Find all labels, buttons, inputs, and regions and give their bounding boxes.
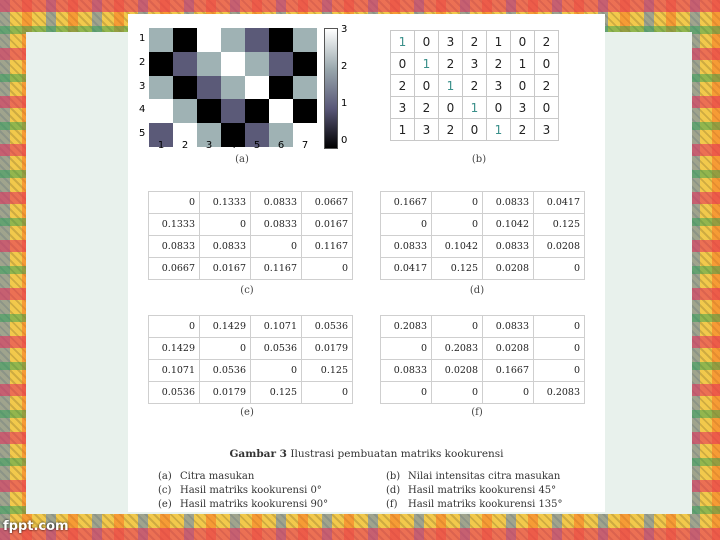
heatmap-cell bbox=[245, 99, 269, 123]
table-row bbox=[149, 338, 353, 360]
table-row bbox=[381, 258, 585, 280]
matrix-cell: 0.0833 bbox=[251, 214, 302, 236]
table-row bbox=[149, 236, 353, 258]
heatmap-row-label: 3 bbox=[139, 80, 146, 92]
legend-text: Nilai intensitas citra masukan bbox=[408, 471, 561, 482]
matrix-cell: 0.0208 bbox=[483, 258, 534, 280]
matrix-cell: 0 bbox=[534, 360, 585, 382]
heatmap-cell bbox=[293, 28, 317, 52]
heatmap-col-label: 7 bbox=[301, 140, 309, 151]
matrix-cell: 0 bbox=[439, 97, 463, 119]
matrix-135-deg bbox=[380, 315, 585, 404]
matrix-cell: 0 bbox=[463, 119, 487, 141]
matrix-45-deg bbox=[380, 191, 585, 280]
table-row bbox=[391, 75, 559, 97]
heatmap-cell bbox=[149, 76, 173, 100]
matrix-cell: 0 bbox=[149, 192, 200, 214]
matrix-cell: 2 bbox=[535, 75, 559, 97]
matrix-cell: 2 bbox=[415, 97, 439, 119]
matrix-cell: 0 bbox=[535, 53, 559, 75]
table-row bbox=[391, 31, 559, 53]
heatmap-cell bbox=[221, 99, 245, 123]
matrix-cell: 3 bbox=[511, 97, 535, 119]
matrix-cell: 0.0833 bbox=[251, 192, 302, 214]
heatmap-row-label: 2 bbox=[139, 56, 146, 68]
matrix-cell: 0.1042 bbox=[483, 214, 534, 236]
heatmap-cell bbox=[269, 28, 293, 52]
image-heatmap bbox=[149, 28, 317, 147]
heatmap-cell bbox=[173, 99, 197, 123]
legend-text: Citra masukan bbox=[180, 471, 255, 482]
heatmap-cell bbox=[269, 99, 293, 123]
matrix-cell: 0.0536 bbox=[251, 338, 302, 360]
matrix-cell: 0.125 bbox=[432, 258, 483, 280]
colorbar-tick: 0 bbox=[341, 135, 348, 146]
heatmap-cell bbox=[293, 76, 317, 100]
matrix-cell: 0.0833 bbox=[381, 360, 432, 382]
legend-text: Hasil matriks kookurensi 45° bbox=[408, 485, 557, 496]
matrix-cell: 0.1429 bbox=[149, 338, 200, 360]
matrix-cell: 3 bbox=[535, 119, 559, 141]
table-row bbox=[391, 53, 559, 75]
heatmap-cell bbox=[197, 76, 221, 100]
legend-text: Hasil matriks kookurensi 0° bbox=[180, 485, 322, 496]
matrix-cell: 0.1667 bbox=[483, 360, 534, 382]
matrix-cell: 0 bbox=[432, 214, 483, 236]
matrix-cell: 1 bbox=[439, 75, 463, 97]
matrix-cell: 0.2083 bbox=[432, 338, 483, 360]
matrix-cell: 0.125 bbox=[302, 360, 353, 382]
legend-text: Hasil matriks kookurensi 90° bbox=[180, 499, 329, 510]
table-row bbox=[381, 192, 585, 214]
legend-item bbox=[158, 499, 328, 510]
table-row bbox=[381, 338, 585, 360]
matrix-cell: 0 bbox=[415, 75, 439, 97]
heatmap-col-label: 2 bbox=[181, 140, 189, 151]
matrix-cell: 0.0833 bbox=[200, 236, 251, 258]
legend-code: (f) bbox=[386, 499, 398, 510]
figure-caption bbox=[128, 448, 605, 460]
matrix-cell: 0 bbox=[200, 338, 251, 360]
heatmap-row-label: 4 bbox=[139, 104, 146, 116]
matrix-cell: 0.0536 bbox=[149, 382, 200, 404]
heatmap-cell bbox=[197, 52, 221, 76]
matrix-cell: 0 bbox=[381, 338, 432, 360]
matrix-cell: 0.1167 bbox=[251, 258, 302, 280]
caption-a: (a) bbox=[235, 154, 249, 165]
table-row bbox=[149, 258, 353, 280]
matrix-cell: 2 bbox=[535, 31, 559, 53]
table-row bbox=[391, 97, 559, 119]
matrix-cell: 0 bbox=[534, 338, 585, 360]
matrix-0-deg bbox=[148, 191, 353, 280]
heatmap-cell bbox=[197, 99, 221, 123]
table-row bbox=[149, 382, 353, 404]
legend-code: (e) bbox=[158, 499, 172, 510]
heatmap-cell bbox=[293, 52, 317, 76]
matrix-cell: 0 bbox=[432, 192, 483, 214]
matrix-cell: 0.0833 bbox=[483, 236, 534, 258]
matrix-cell: 0.1071 bbox=[251, 316, 302, 338]
watermark-logo: fppt.com bbox=[3, 519, 69, 534]
matrix-cell: 0.0667 bbox=[302, 192, 353, 214]
matrix-cell: 1 bbox=[487, 31, 511, 53]
table-row bbox=[391, 119, 559, 141]
legend-code: (b) bbox=[386, 471, 401, 482]
matrix-cell: 0 bbox=[535, 97, 559, 119]
heatmap-cell bbox=[245, 52, 269, 76]
heatmap-cell bbox=[197, 28, 221, 52]
matrix-cell: 0.0417 bbox=[534, 192, 585, 214]
heatmap-col-label: 5 bbox=[253, 140, 261, 151]
heatmap-cell bbox=[245, 28, 269, 52]
heatmap-cell bbox=[221, 52, 245, 76]
heatmap-cell bbox=[173, 76, 197, 100]
legend-code: (d) bbox=[386, 485, 401, 496]
matrix-cell: 0.0536 bbox=[200, 360, 251, 382]
matrix-cell: 0.0167 bbox=[200, 258, 251, 280]
matrix-cell: 0.1667 bbox=[381, 192, 432, 214]
intensity-matrix bbox=[390, 30, 559, 141]
matrix-cell: 0.2083 bbox=[381, 316, 432, 338]
heatmap-row-label: 5 bbox=[139, 128, 146, 140]
matrix-cell: 1 bbox=[463, 97, 487, 119]
matrix-cell: 0.0167 bbox=[302, 214, 353, 236]
table-row bbox=[149, 214, 353, 236]
table-row bbox=[381, 214, 585, 236]
table-row bbox=[149, 316, 353, 338]
matrix-cell: 3 bbox=[463, 53, 487, 75]
matrix-cell: 0.0417 bbox=[381, 258, 432, 280]
legend-item bbox=[158, 485, 322, 496]
matrix-cell: 1 bbox=[487, 119, 511, 141]
matrix-cell: 0.0833 bbox=[483, 192, 534, 214]
matrix-cell: 0 bbox=[511, 75, 535, 97]
matrix-cell: 0 bbox=[302, 258, 353, 280]
heatmap-cell bbox=[293, 99, 317, 123]
heatmap-cell bbox=[269, 76, 293, 100]
colorbar bbox=[324, 28, 338, 149]
matrix-cell: 0 bbox=[251, 360, 302, 382]
caption-e: (e) bbox=[240, 407, 254, 418]
matrix-cell: 0.1071 bbox=[149, 360, 200, 382]
heatmap-col-label: 6 bbox=[277, 140, 285, 151]
matrix-cell: 0 bbox=[200, 214, 251, 236]
heatmap-cell bbox=[173, 52, 197, 76]
matrix-cell: 0.0833 bbox=[483, 316, 534, 338]
table-row bbox=[149, 192, 353, 214]
matrix-cell: 1 bbox=[391, 31, 415, 53]
matrix-cell: 2 bbox=[439, 119, 463, 141]
legend-text: Hasil matriks kookurensi 135° bbox=[408, 499, 563, 510]
matrix-90-deg bbox=[148, 315, 353, 404]
matrix-cell: 2 bbox=[463, 75, 487, 97]
matrix-cell: 3 bbox=[439, 31, 463, 53]
matrix-cell: 0.1167 bbox=[302, 236, 353, 258]
legend-item bbox=[386, 485, 556, 496]
heatmap-cell bbox=[149, 99, 173, 123]
legend-item bbox=[386, 471, 560, 482]
matrix-cell: 0.0179 bbox=[200, 382, 251, 404]
table-row bbox=[381, 236, 585, 258]
matrix-cell: 3 bbox=[415, 119, 439, 141]
table-row bbox=[381, 316, 585, 338]
matrix-cell: 0 bbox=[381, 214, 432, 236]
matrix-cell: 0.125 bbox=[534, 214, 585, 236]
heatmap-col-label: 4 bbox=[229, 140, 237, 151]
legend-code: (c) bbox=[158, 485, 172, 496]
matrix-cell: 0.0208 bbox=[483, 338, 534, 360]
figure-caption-text: Ilustrasi pembuatan matriks kookurensi bbox=[290, 448, 504, 460]
matrix-cell: 0.0179 bbox=[302, 338, 353, 360]
matrix-cell: 0 bbox=[511, 31, 535, 53]
table-row bbox=[149, 360, 353, 382]
matrix-cell: 0 bbox=[149, 316, 200, 338]
matrix-cell: 0.0208 bbox=[534, 236, 585, 258]
matrix-cell: 0 bbox=[534, 316, 585, 338]
heatmap-col-label: 1 bbox=[157, 140, 165, 151]
matrix-cell: 1 bbox=[391, 119, 415, 141]
matrix-cell: 0.0536 bbox=[302, 316, 353, 338]
colorbar-tick: 3 bbox=[341, 24, 348, 35]
matrix-cell: 0 bbox=[391, 53, 415, 75]
heatmap-cell bbox=[245, 76, 269, 100]
matrix-cell: 0.2083 bbox=[534, 382, 585, 404]
heatmap-cell bbox=[269, 52, 293, 76]
matrix-cell: 0.1333 bbox=[200, 192, 251, 214]
matrix-cell: 0.0667 bbox=[149, 258, 200, 280]
caption-b: (b) bbox=[471, 154, 487, 165]
matrix-cell: 1 bbox=[511, 53, 535, 75]
legend-item bbox=[386, 499, 563, 510]
matrix-cell: 0.1333 bbox=[149, 214, 200, 236]
matrix-cell: 0 bbox=[483, 382, 534, 404]
legend-code: (a) bbox=[158, 471, 172, 482]
matrix-cell: 0 bbox=[381, 382, 432, 404]
matrix-cell: 3 bbox=[487, 75, 511, 97]
matrix-cell: 0 bbox=[251, 236, 302, 258]
matrix-cell: 0 bbox=[487, 97, 511, 119]
matrix-cell: 3 bbox=[391, 97, 415, 119]
heatmap-row-label: 1 bbox=[139, 33, 146, 44]
figure-caption-label: Gambar 3 bbox=[229, 448, 287, 460]
matrix-cell: 0 bbox=[432, 316, 483, 338]
heatmap-cell bbox=[221, 76, 245, 100]
caption-f: (f) bbox=[471, 407, 483, 418]
matrix-cell: 2 bbox=[391, 75, 415, 97]
matrix-cell: 0 bbox=[432, 382, 483, 404]
slide-content bbox=[128, 14, 605, 512]
caption-d: (d) bbox=[469, 285, 485, 296]
matrix-cell: 0.0833 bbox=[381, 236, 432, 258]
heatmap-cell bbox=[221, 28, 245, 52]
legend-item bbox=[158, 471, 254, 482]
matrix-cell: 0.125 bbox=[251, 382, 302, 404]
heatmap-col-label: 3 bbox=[205, 140, 213, 151]
table-row bbox=[381, 360, 585, 382]
matrix-cell: 2 bbox=[439, 53, 463, 75]
matrix-cell: 0.1429 bbox=[200, 316, 251, 338]
matrix-cell: 2 bbox=[511, 119, 535, 141]
matrix-cell: 0.1042 bbox=[432, 236, 483, 258]
colorbar-tick: 1 bbox=[341, 98, 348, 109]
matrix-cell: 0.0208 bbox=[432, 360, 483, 382]
matrix-cell: 0 bbox=[415, 31, 439, 53]
matrix-cell: 0.0833 bbox=[149, 236, 200, 258]
colorbar-tick: 2 bbox=[341, 61, 348, 72]
matrix-cell: 2 bbox=[487, 53, 511, 75]
matrix-cell: 0 bbox=[534, 258, 585, 280]
table-row bbox=[381, 382, 585, 404]
caption-c: (c) bbox=[240, 285, 254, 296]
matrix-cell: 0 bbox=[302, 382, 353, 404]
matrix-cell: 2 bbox=[463, 31, 487, 53]
matrix-cell: 1 bbox=[415, 53, 439, 75]
heatmap-cell bbox=[149, 52, 173, 76]
heatmap-cell bbox=[149, 28, 173, 52]
heatmap-cell bbox=[173, 28, 197, 52]
